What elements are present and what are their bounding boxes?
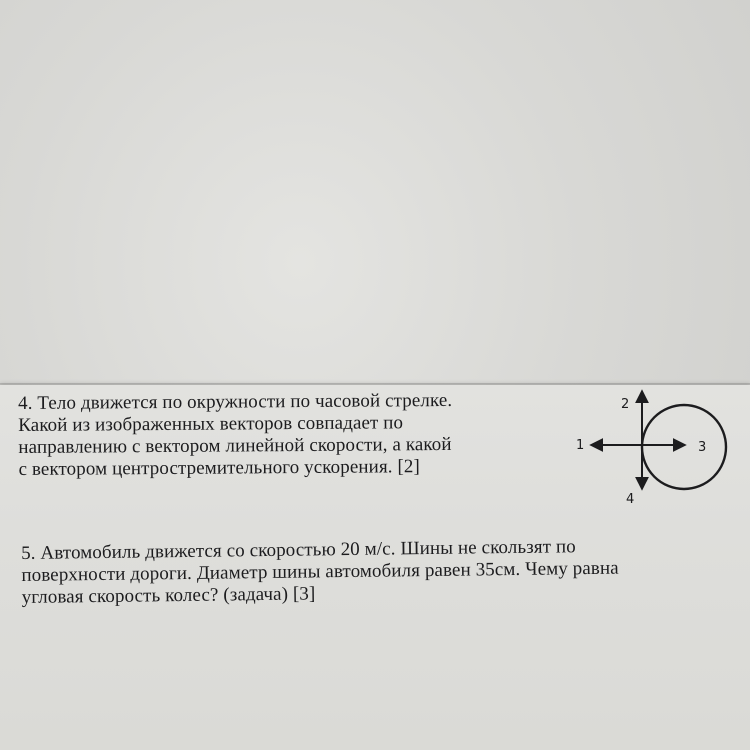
question-4-line-1: 4. Тело движется по окружности по часовой стрелке. [18,389,453,414]
label-1: 1 [576,438,585,453]
trajectory-circle [642,405,726,489]
question-4-line-2: Какой из изображенных векторов совпадает по [18,412,404,436]
question-4-line-4: с вектором центростремительного ускорения. [2] [18,456,420,480]
question-4 [18,390,453,481]
label-4: 4 [626,492,635,507]
question-4-line-3: направлению с вектором линейной скорости, а какой [18,433,452,458]
question-5-line-1: 5. Автомобиль движется со скоростью 20 м/с. Шины не скользят по [21,536,576,564]
label-2: 2 [621,397,630,412]
question-5 [21,536,619,609]
circle-vector-diagram [560,385,750,515]
label-3: 3 [698,440,707,455]
question-5-line-3: угловая скорость колес? (задача) [3] [21,583,316,608]
question-5-line-2: поверхности дороги. Диаметр шины автомобиля равен 35см. Чему равна [21,557,619,586]
diagram-svg [560,385,750,515]
